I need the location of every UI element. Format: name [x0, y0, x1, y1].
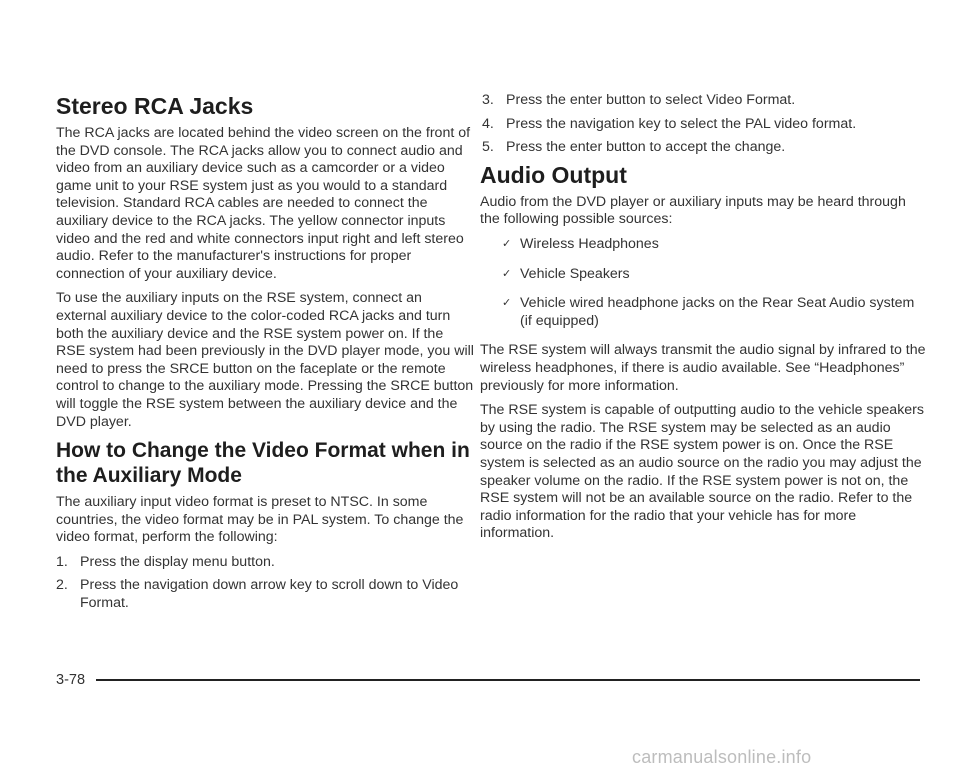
checkmark-bullet-icon: ✓ — [502, 297, 512, 310]
heading-change-video-format: How to Change the Video Format when in the Auxiliary Mode — [56, 439, 470, 488]
step-text: Press the enter button to select Video Format. — [506, 92, 796, 108]
list-item — [480, 139, 928, 157]
paragraph-auxiliary-inputs: To use the auxiliary inputs on the RSE system, connect an external auxiliary device to the color-coded RCA jacks and turn both the auxiliary device and the RSE system power on. If the RSE system had been previously in the DVD player mode, you will need to press the SRCE button on the faceplate or the remote control to change to the auxiliary mode. Pressing the SRCE button will toggle the RSE system between the auxiliary device and the DVD player. — [56, 290, 474, 430]
watermark: carmanualsonline.info — [632, 747, 812, 767]
checkmark-bullet-icon: ✓ — [502, 237, 512, 250]
list-item — [56, 554, 476, 572]
paragraph-vehicle-speakers: The RSE system is capable of outputting audio to the vehicle speakers by using the radio. The RSE system may be selected as an audio source on the radio if the RSE system power is on. Once the RSE system is selected as an audio source on the radio you may adjust the speaker volume on the radio. If the RSE system power is not on, the RSE system will not be an available source on the radio. Refer to the radio information for the radio that your vehicle has for more information. — [480, 402, 925, 542]
list-item — [56, 577, 476, 612]
step-number: 2. — [56, 577, 68, 594]
heading-audio-output: Audio Output — [480, 161, 627, 188]
list-item — [502, 295, 928, 330]
step-number: 4. — [482, 115, 494, 132]
bullet-text: Vehicle wired headphone jacks on the Rear Seat Audio system (if equipped) — [520, 295, 915, 329]
bullet-text: Wireless Headphones — [520, 235, 659, 252]
left-column — [56, 94, 476, 619]
list-item — [480, 92, 928, 110]
paragraph-video-format-intro: The auxiliary input video format is preset to NTSC. In some countries, the video format may be in PAL system. To change the video format, perform the following: — [56, 494, 464, 546]
paragraph-audio-sources: Audio from the DVD player or auxiliary inputs may be heard through the following possible sources: — [480, 193, 906, 228]
step-text: Press the navigation down arrow key to scroll down to Video Format. — [80, 577, 459, 612]
paragraph-infrared-transmit: The RSE system will always transmit the audio signal by infrared to the wireless headphones, if there is audio available. See “Headphones” previously for more information. — [480, 342, 926, 394]
step-text: Press the display menu button. — [80, 553, 275, 570]
footer-divider — [96, 679, 920, 681]
paragraph-rca-location: The RCA jacks are located behind the video screen on the front of the DVD console. The RCA jacks allow you to connect audio and video from an auxiliary device such as a camcorder or a video game unit to your RSE system just as you would to a standard television. Standard RCA cables are needed to connect the auxiliary device to the RCA jacks. The yellow connector inputs video and the red and white connectors input right and left stereo audio. Refer to the manufacturer's instructions for proper connection of your auxiliary device. — [56, 125, 471, 282]
step-number: 1. — [56, 553, 68, 570]
step-number: 3. — [482, 92, 494, 108]
heading-stereo-rca-jacks: Stereo RCA Jacks — [56, 93, 254, 119]
page-number: 3-78 — [56, 672, 86, 688]
audio-sources-list — [480, 236, 928, 330]
list-item — [502, 236, 928, 254]
list-item — [502, 266, 928, 284]
list-item — [480, 116, 928, 134]
steps-list-left — [56, 554, 476, 613]
checkmark-bullet-icon: ✓ — [502, 267, 512, 280]
step-text: Press the navigation key to select the PAL video format. — [506, 115, 857, 132]
right-column — [480, 92, 928, 550]
steps-list-right — [480, 92, 928, 157]
step-text: Press the enter button to accept the change. — [506, 139, 786, 156]
bullet-text: Vehicle Speakers — [520, 265, 630, 282]
step-number: 5. — [482, 139, 494, 156]
